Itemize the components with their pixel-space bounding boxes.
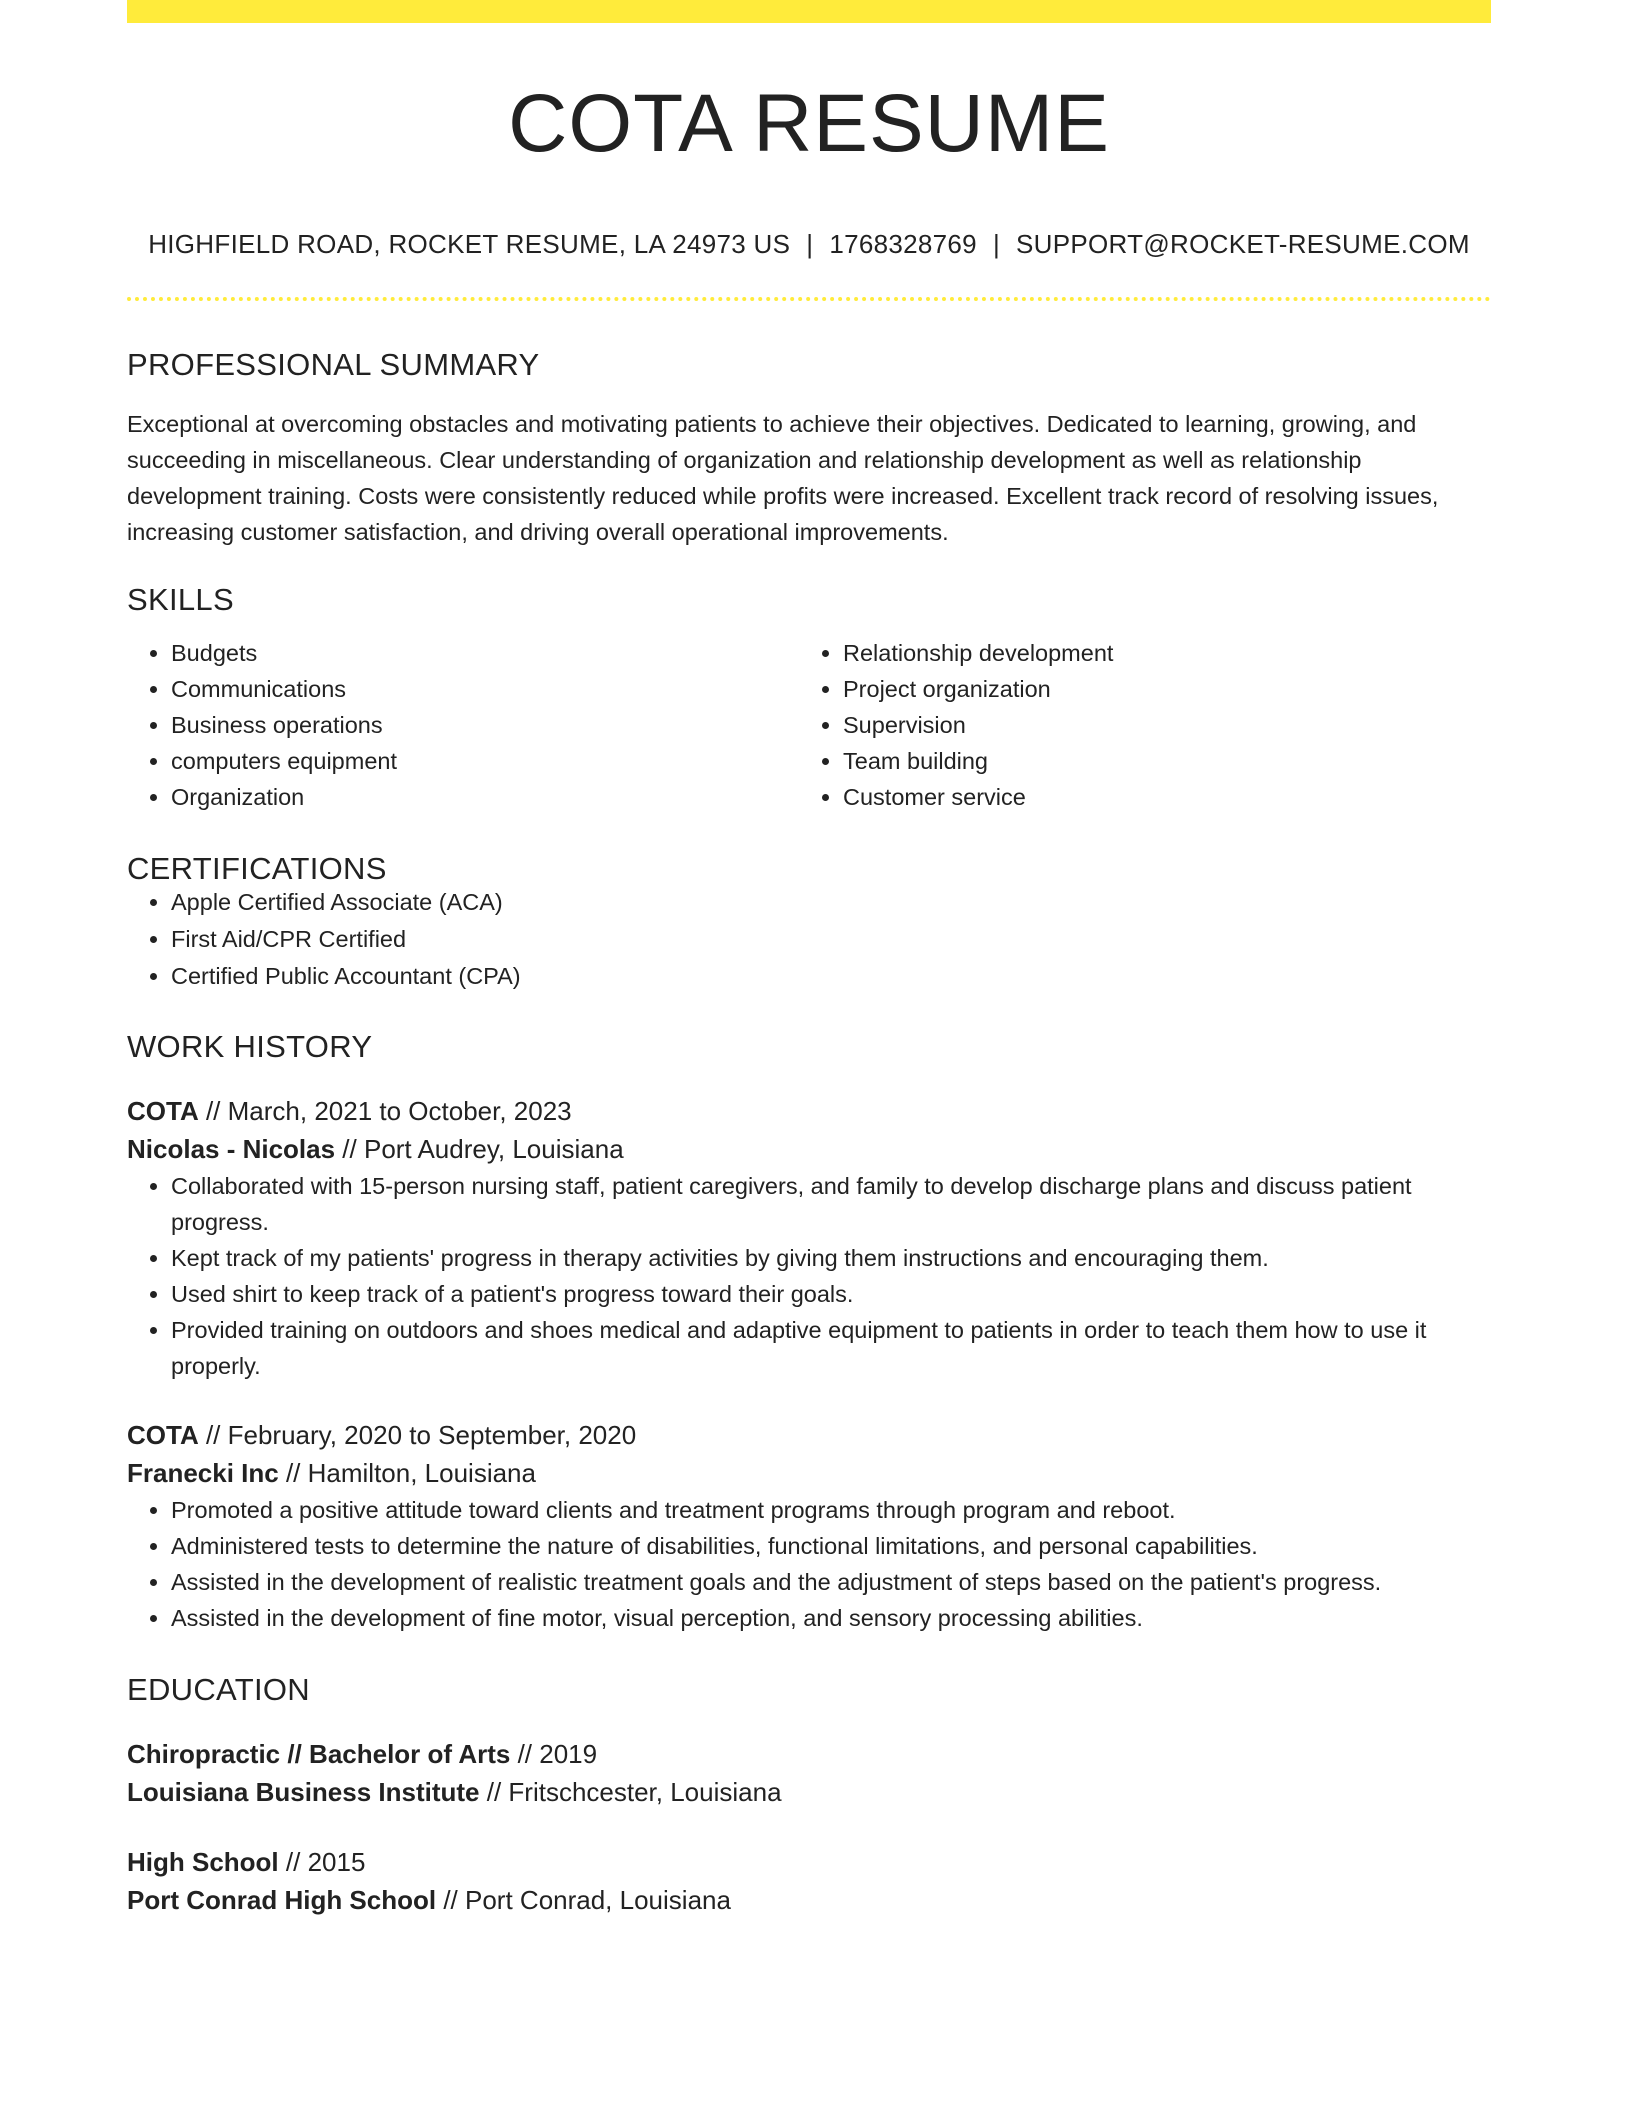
job-duties-list [127,1168,1491,1384]
job-company: Franecki Inc [127,1458,279,1488]
dotted-divider [127,297,1491,301]
job-entry [127,1416,1491,1636]
job-company-line [127,1454,1491,1492]
job-duty: • Administered tests to determine the nature of disabilities, functional limitations, and personal capabilities. [171,1528,1491,1564]
job-duty: • Assisted in the development of fine motor, visual perception, and sensory processing abilities. [171,1600,1491,1636]
job-duty: • Assisted in the development of realistic treatment goals and the adjustment of steps based on the patient's progress. [171,1564,1491,1600]
education-location: // Fritschcester, Louisiana [479,1777,782,1807]
job-company-line [127,1130,1491,1168]
education-school: Louisiana Business Institute [127,1777,480,1807]
education-degree: Chiropractic // Bachelor of Arts [127,1739,511,1769]
skills-column-left [127,635,799,815]
certification-item: • Certified Public Accountant (CPA) [171,958,1491,995]
certifications-heading: CERTIFICATIONS [127,851,387,886]
job-role-line [127,1416,1491,1454]
skill-item: • Organization [171,779,799,815]
education-year: // 2015 [278,1847,366,1877]
education-degree: High School [127,1847,279,1877]
job-duty: • Kept track of my patients' progress in therapy activities by giving them instructions and encouraging them. [171,1240,1491,1276]
skill-item: • Project organization [843,671,1471,707]
skill-item: • Budgets [171,635,799,671]
education-school: Port Conrad High School [127,1885,437,1915]
job-role: COTA [127,1096,199,1126]
job-role-line [127,1092,1491,1130]
job-duty: • Provided training on outdoors and shoes medical and adaptive equipment to patients in order to teach them how to use it properly. [171,1312,1491,1384]
contact-line [127,231,1491,257]
job-location: // Hamilton, Louisiana [278,1458,536,1488]
education-school-line [127,1773,1491,1811]
skill-item: • computers equipment [171,743,799,779]
resume-page [127,0,1491,1919]
skill-item: • Relationship development [843,635,1471,671]
summary-text: Exceptional at overcoming obstacles and motivating patients to achieve their objectives. Dedicated to learning, growing, and succeeding in miscellaneous. Clear understanding of organization and relationship development as well as relationship development training. Costs were consistently reduced while profits were increased. Excellent track record of resolving issues, increasing customer satisfaction, and driving overall operational improvements. [127,411,1439,545]
skills-grid [127,635,1491,815]
skill-item: • Team building [843,743,1471,779]
education-degree-line [127,1735,1491,1773]
contact-phone: 1768328769 [829,229,977,259]
skills-column-right [799,635,1471,815]
skill-item: • Communications [171,671,799,707]
job-company: Nicolas - Nicolas [127,1134,336,1164]
education-entry [127,1843,1491,1919]
education-school-line [127,1881,1491,1919]
job-duty: • Promoted a positive attitude toward clients and treatment programs through program and reboot. [171,1492,1491,1528]
work-history-heading: WORK HISTORY [127,1029,373,1064]
education-location: // Port Conrad, Louisiana [436,1885,731,1915]
contact-address: HIGHFIELD ROAD, ROCKET RESUME, LA 24973 US [148,229,791,259]
certifications-list [127,884,1491,995]
job-role: COTA [127,1420,199,1450]
certification-item: • Apple Certified Associate (ACA) [171,884,1491,921]
job-duty: • Collaborated with 15-person nursing staff, patient caregivers, and family to develop discharge plans and discuss patient progress. [171,1168,1491,1240]
job-location: // Port Audrey, Louisiana [335,1134,624,1164]
job-entry [127,1092,1491,1384]
education-degree-line [127,1843,1491,1881]
job-dates: // March, 2021 to October, 2023 [198,1096,572,1126]
top-accent-bar [127,0,1491,23]
certification-item: • First Aid/CPR Certified [171,921,1491,958]
resume-title: COTA RESUME [508,78,1110,169]
job-duty: • Used shirt to keep track of a patient's progress toward their goals. [171,1276,1491,1312]
skill-item: • Supervision [843,707,1471,743]
education-entry [127,1735,1491,1811]
job-duties-list [127,1492,1491,1636]
education-heading: EDUCATION [127,1672,310,1707]
skills-list-right [799,635,1471,815]
job-dates: // February, 2020 to September, 2020 [198,1420,637,1450]
contact-separator: | [992,229,1001,259]
contact-email: SUPPORT@ROCKET-RESUME.COM [1016,229,1470,259]
summary-heading: PROFESSIONAL SUMMARY [127,347,540,382]
skill-item: • Business operations [171,707,799,743]
skill-item: • Customer service [843,779,1471,815]
skills-list-left [127,635,799,815]
education-year: // 2019 [510,1739,598,1769]
contact-separator: | [806,229,814,259]
skills-heading: SKILLS [127,582,234,617]
